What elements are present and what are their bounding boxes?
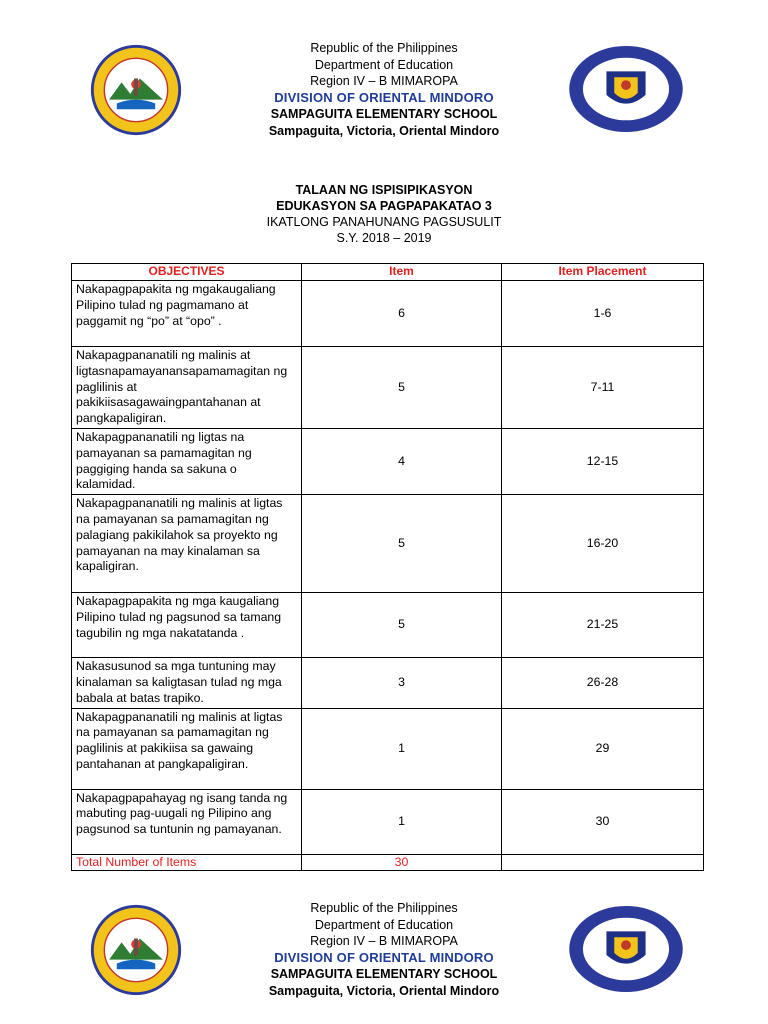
item-cell: 5 bbox=[302, 495, 502, 593]
letterhead-top bbox=[0, 36, 768, 146]
specification-table bbox=[71, 263, 704, 871]
objective-cell: Nakapagpapakita ng mga kaugaliang Pilipino tulad ng pagsunod sa tamang tagubilin ng mga nakatatanda . bbox=[72, 593, 302, 658]
header-item-placement: Item Placement bbox=[502, 264, 704, 281]
republic-line: Republic of the Philippines bbox=[310, 41, 458, 55]
placement-cell: 26-28 bbox=[502, 658, 704, 708]
item-cell: 6 bbox=[302, 281, 502, 347]
total-placement bbox=[502, 854, 704, 871]
placement-cell: 1-6 bbox=[502, 281, 704, 347]
placement-cell: 30 bbox=[502, 789, 704, 854]
region-line: Region IV – B MIMAROPA bbox=[310, 934, 458, 948]
total-label: Total Number of Items bbox=[72, 854, 302, 871]
document-title bbox=[0, 182, 768, 246]
region-line: Region IV – B MIMAROPA bbox=[310, 74, 458, 88]
letterhead-text bbox=[258, 900, 510, 999]
title-line-1: TALAAN NG ISPISIPIKASYON bbox=[295, 183, 473, 197]
title-line-2: EDUKASYON SA PAGPAPAKATAO 3 bbox=[276, 199, 492, 213]
header-objectives: OBJECTIVES bbox=[72, 264, 302, 281]
objective-cell: Nakapagpananatili ng malinis at ligtas na pamayanan sa pamamagitan ng paglilinis at pakikiisa sa gawaing pantahanan at pangkapaligiran. bbox=[72, 708, 302, 789]
title-line-4: S.Y. 2018 – 2019 bbox=[336, 231, 432, 245]
placement-cell: 21-25 bbox=[502, 593, 704, 658]
table-header-row bbox=[72, 264, 704, 281]
letterhead-bottom bbox=[0, 896, 768, 1006]
school-name-line: SAMPAGUITA ELEMENTARY SCHOOL bbox=[270, 107, 498, 121]
objective-cell: Nakapagpapahayag ng isang tanda ng mabuting pag-uugali ng Pilipino ang pagsunod sa tuntunin ng pamayanan. bbox=[72, 789, 302, 854]
item-cell: 4 bbox=[302, 428, 502, 494]
item-cell: 1 bbox=[302, 708, 502, 789]
table-row bbox=[72, 658, 704, 708]
division-seal-icon bbox=[88, 900, 184, 1000]
table-row bbox=[72, 593, 704, 658]
title-line-3: IKATLONG PANAHUNANG PAGSUSULIT bbox=[266, 215, 502, 229]
objective-cell: Nakapagpananatili ng malinis at ligtasnapamayanansapamamagitan ng paglilinis at pakikiisasagawaingpantahanan at pangkapaligiran. bbox=[72, 347, 302, 429]
item-cell: 5 bbox=[302, 347, 502, 429]
objective-cell: Nakapagpananatili ng ligtas na pamayanan sa pamamagitan ng paggiging handa sa sakuna o kalamidad. bbox=[72, 428, 302, 494]
school-address-line: Sampaguita, Victoria, Oriental Mindoro bbox=[268, 983, 500, 998]
deped-seal-icon bbox=[566, 44, 686, 134]
objective-cell: Nakapagpapakita ng mgakaugaliang Pilipino tulad ng pagmamano at paggamit ng “po” at “opo” . bbox=[72, 281, 302, 347]
division-seal-icon bbox=[88, 40, 184, 140]
table-row bbox=[72, 281, 704, 347]
table-row bbox=[72, 428, 704, 494]
table-row bbox=[72, 708, 704, 789]
placement-cell: 12-15 bbox=[502, 428, 704, 494]
letterhead-text bbox=[258, 40, 510, 139]
division-line: DIVISION OF ORIENTAL MINDORO bbox=[274, 89, 494, 105]
placement-cell: 7-11 bbox=[502, 347, 704, 429]
objective-cell: Nakapagpananatili ng malinis at ligtas na pamayanan sa pamamagitan ng palagiang pakikilahok sa proyekto ng pamayanan na may kinalaman sa kapaligiran. bbox=[72, 495, 302, 593]
header-item: Item bbox=[302, 264, 502, 281]
republic-line: Republic of the Philippines bbox=[310, 901, 458, 915]
department-line: Department of Education bbox=[314, 917, 454, 932]
placement-cell: 16-20 bbox=[502, 495, 704, 593]
division-line: DIVISION OF ORIENTAL MINDORO bbox=[274, 949, 494, 965]
item-cell: 1 bbox=[302, 789, 502, 854]
deped-seal-icon bbox=[566, 904, 686, 994]
placement-cell: 29 bbox=[502, 708, 704, 789]
table-row bbox=[72, 495, 704, 593]
table-row bbox=[72, 347, 704, 429]
total-value: 30 bbox=[302, 854, 502, 871]
item-cell: 5 bbox=[302, 593, 502, 658]
school-name-line: SAMPAGUITA ELEMENTARY SCHOOL bbox=[270, 967, 498, 981]
item-cell: 3 bbox=[302, 658, 502, 708]
objective-cell: Nakasusunod sa mga tuntuning may kinalaman sa kaligtasan tulad ng mga babala at batas trapiko. bbox=[72, 658, 302, 708]
table-row bbox=[72, 789, 704, 854]
department-line: Department of Education bbox=[314, 57, 454, 72]
school-address-line: Sampaguita, Victoria, Oriental Mindoro bbox=[268, 123, 500, 138]
total-row bbox=[72, 854, 704, 871]
